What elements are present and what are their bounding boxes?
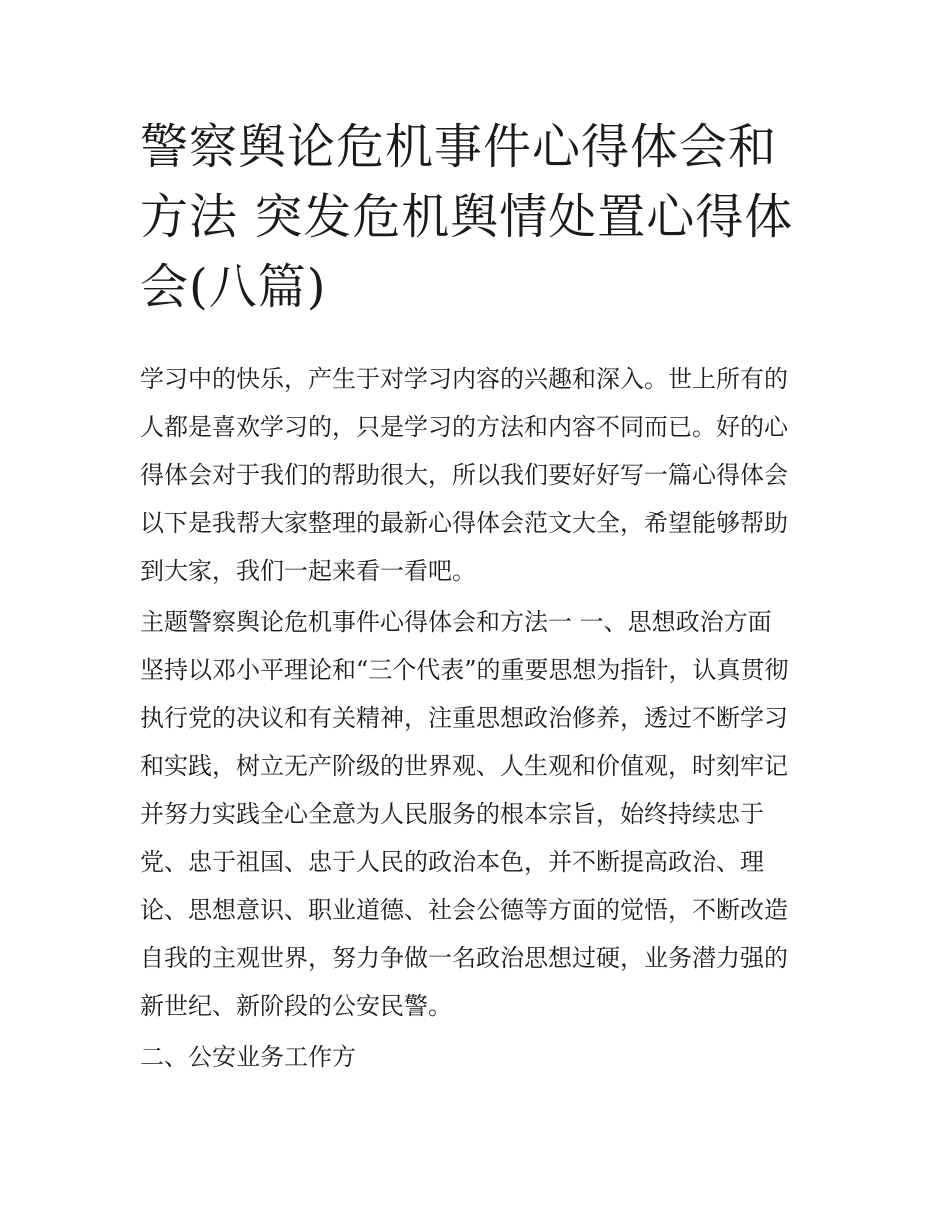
text-line: 主题警察舆论危机事件心得体会和方法一 一、思想政治方面 bbox=[140, 608, 772, 636]
text-line: 并努力实践全心全意为人民服务的根本宗旨，始终持续忠于 bbox=[140, 800, 764, 828]
text-line: 学习中的快乐，产生于对学习内容的兴趣和深入。世上所有的 bbox=[140, 365, 788, 393]
document-body bbox=[140, 355, 820, 1081]
document-title bbox=[140, 112, 820, 322]
text-line: 论、思想意识、职业道德、社会公德等方面的觉悟，不断改造 bbox=[140, 896, 788, 924]
section-paragraph bbox=[140, 598, 820, 1030]
title-line: 会(八篇) bbox=[140, 259, 327, 315]
text-line: 执行党的决议和有关精神，注重思想政治修养，透过不断学习 bbox=[140, 704, 788, 732]
text-line: 得体会对于我们的帮助很大，所以我们要好好写一篇心得体会 bbox=[140, 461, 788, 489]
title-line: 方法 突发危机舆情处置心得体 bbox=[140, 189, 794, 245]
title-line: 警察舆论危机事件心得体会和 bbox=[140, 119, 778, 175]
text-line: 自我的主观世界，努力争做一名政治思想过硬，业务潜力强的 bbox=[140, 944, 788, 972]
section-heading: 二、公安业务工作方 bbox=[140, 1043, 356, 1071]
text-line: 党、忠于祖国、忠于人民的政治本色，并不断提高政治、理 bbox=[140, 848, 764, 876]
text-line: 新世纪、新阶段的公安民警。 bbox=[140, 992, 452, 1020]
text-line: 到大家，我们一起来看一看吧。 bbox=[140, 557, 476, 585]
intro-paragraph bbox=[140, 355, 820, 595]
text-line: 以下是我帮大家整理的最新心得体会范文大全，希望能够帮助 bbox=[140, 509, 788, 537]
text-line: 坚持以邓小平理论和“三个代表”的重要思想为指针，认真贯彻 bbox=[140, 656, 789, 684]
text-line: 和实践，树立无产阶级的世界观、人生观和价值观，时刻牢记 bbox=[140, 752, 788, 780]
text-line: 人都是喜欢学习的，只是学习的方法和内容不同而已。好的心 bbox=[140, 413, 788, 441]
